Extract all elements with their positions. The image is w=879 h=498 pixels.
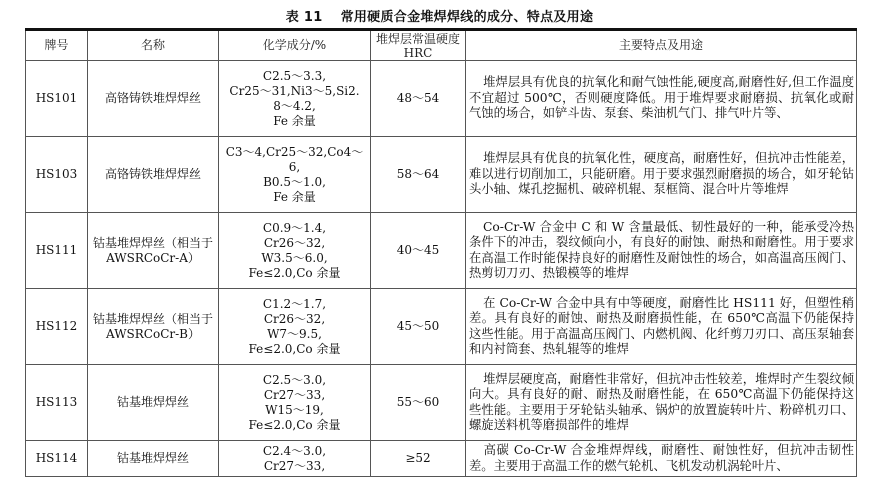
composition-line: Fe≤2.0,Co 余量: [248, 417, 341, 432]
description-text: 堆焊层具有优良的抗氧化性，硬度高，耐磨性好，但抗冲击性能差，难以进行切削加工，只能研磨。用于要求强烈耐磨损的场合，如牙轮钻头小轴、煤孔挖掘机、破碎机辊、泵框筒、混合叶片等堆焊: [469, 151, 854, 197]
composition-cell: [219, 137, 371, 213]
composition-line: Fe 余量: [273, 113, 316, 128]
composition-line: C0.9～1.4,: [262, 220, 327, 235]
header-description: 主要特点及用途: [466, 30, 857, 61]
hardness-cell: 58～64: [371, 137, 466, 213]
description-text: 堆焊层具有优良的抗氧化和耐气蚀性能,硬度高,耐磨性好,但工作温度不宜超过 500℃，否则硬度降低。用于堆焊要求耐磨损、抗氧化或耐气蚀的场合，如铲斗齿、泵套、柴油机气门、排气叶片等、: [469, 75, 854, 121]
grade-cell: HS103: [26, 137, 88, 213]
table-row: [26, 365, 857, 441]
composition-line: Fe≤2.0,Co 余量: [248, 265, 341, 280]
composition-line: W3.5～6.0,: [261, 250, 328, 265]
grade-cell: HS114: [26, 441, 88, 477]
composition-line: C3～4,Cr25～32,Co4～: [225, 144, 364, 159]
hardness-cell: ≥52: [371, 441, 466, 477]
hardness-cell: 55～60: [371, 365, 466, 441]
welding-wire-table: [25, 28, 857, 477]
table-number: 表 11: [285, 10, 323, 25]
header-grade: 牌号: [26, 30, 88, 61]
composition-cell: [219, 213, 371, 289]
composition-line: C2.5～3.3,: [262, 68, 327, 83]
table-row: [26, 61, 857, 137]
description-cell: [466, 289, 857, 365]
composition-line: Fe≤2.0,Co 余量: [248, 341, 341, 356]
hardness-cell: 48～54: [371, 61, 466, 137]
composition-line: Cr26～32,: [263, 235, 326, 250]
name-cell: 高铬铸铁堆焊焊丝: [88, 137, 219, 213]
table-row: [26, 441, 857, 477]
composition-line: C1.2～1.7,: [262, 296, 327, 311]
name-cell: 钴基堆焊焊丝: [88, 441, 219, 477]
hardness-cell: 45～50: [371, 289, 466, 365]
description-cell: [466, 441, 857, 477]
table-row: [26, 289, 857, 365]
composition-line: C2.4～3.0,: [262, 443, 327, 458]
description-text: Co-Cr-W 合金中 C 和 W 含量最低、韧性最好的一种，能承受冷热条件下的冲击，裂纹倾向小，有良好的耐蚀、耐热和耐磨性。用于要求在高温工作时能保持良好的耐磨性及耐蚀性的场合，如高温高压阀门、热剪切刀刃、热锻模等的堆焊: [469, 219, 854, 280]
composition-cell: [219, 61, 371, 137]
composition-line: Cr25～31,Ni3～5,Si2.: [229, 83, 360, 98]
composition-line: 8～4.2,: [273, 98, 316, 113]
composition-cell: [219, 365, 371, 441]
composition-line: Cr27～33,: [263, 458, 326, 473]
name-cell: 钴基堆焊焊丝: [88, 365, 219, 441]
name-cell: 钴基堆焊焊丝（相当于 AWSRCoCr-B）: [88, 289, 219, 365]
header-composition: 化学成分/%: [219, 30, 371, 61]
composition-line: Cr26～32,: [263, 311, 326, 326]
grade-cell: HS101: [26, 61, 88, 137]
description-text: 高碳 Co-Cr-W 合金堆焊焊线，耐磨性、耐蚀性好，但抗冲击韧性差。主要用于高温工作的燃气轮机、飞机发动机涡轮叶片、: [469, 443, 854, 473]
name-cell: 高铬铸铁堆焊焊丝: [88, 61, 219, 137]
composition-line: C2.5～3.0,: [262, 372, 327, 387]
composition-line: 6,: [288, 159, 301, 174]
table-header-row: [26, 30, 857, 61]
composition-cell: [219, 289, 371, 365]
table-row: [26, 137, 857, 213]
table-row: [26, 213, 857, 289]
composition-line: W7～9.5,: [267, 326, 322, 341]
header-hardness: 堆焊层常温硬度 HRC: [371, 30, 466, 61]
header-name: 名称: [88, 30, 219, 61]
composition-line: W15～19,: [265, 402, 324, 417]
description-text: 堆焊层硬度高，耐磨性非常好，但抗冲击性较差，堆焊时产生裂纹倾向大。具有良好的耐、耐热及耐磨性能，在 650℃高温下仍能保持这些性能。主要用于牙轮钻头轴承、锅炉的放置旋转叶片、粉碎机刃口、螺旋送料机等磨损部件的堆焊: [469, 371, 854, 432]
grade-cell: HS113: [26, 365, 88, 441]
description-text: 在 Co-Cr-W 合金中具有中等硬度，耐磨性比 HS111 好，但塑性稍差。具有良好的耐蚀、耐热及耐磨损性能，在 650℃高温下仍能保持这些性能。用于高温高压阀门、内燃机阀、化纤剪刀刃口、高压泵轴套和内衬筒套、热轧辊等的堆焊: [469, 295, 854, 356]
name-cell: 钴基堆焊焊丝（相当于 AWSRCoCr-A）: [88, 213, 219, 289]
table-caption: 常用硬质合金堆焊焊线的成分、特点及用途: [340, 10, 594, 25]
composition-line: Fe 余量: [273, 189, 316, 204]
hardness-cell: 40～45: [371, 213, 466, 289]
composition-line: Cr27～33,: [263, 387, 326, 402]
table-title: [0, 6, 879, 25]
description-cell: [466, 61, 857, 137]
composition-cell: [219, 441, 371, 477]
grade-cell: HS112: [26, 289, 88, 365]
description-cell: [466, 365, 857, 441]
description-cell: [466, 213, 857, 289]
grade-cell: HS111: [26, 213, 88, 289]
composition-line: B0.5～1.0,: [263, 174, 326, 189]
description-cell: [466, 137, 857, 213]
